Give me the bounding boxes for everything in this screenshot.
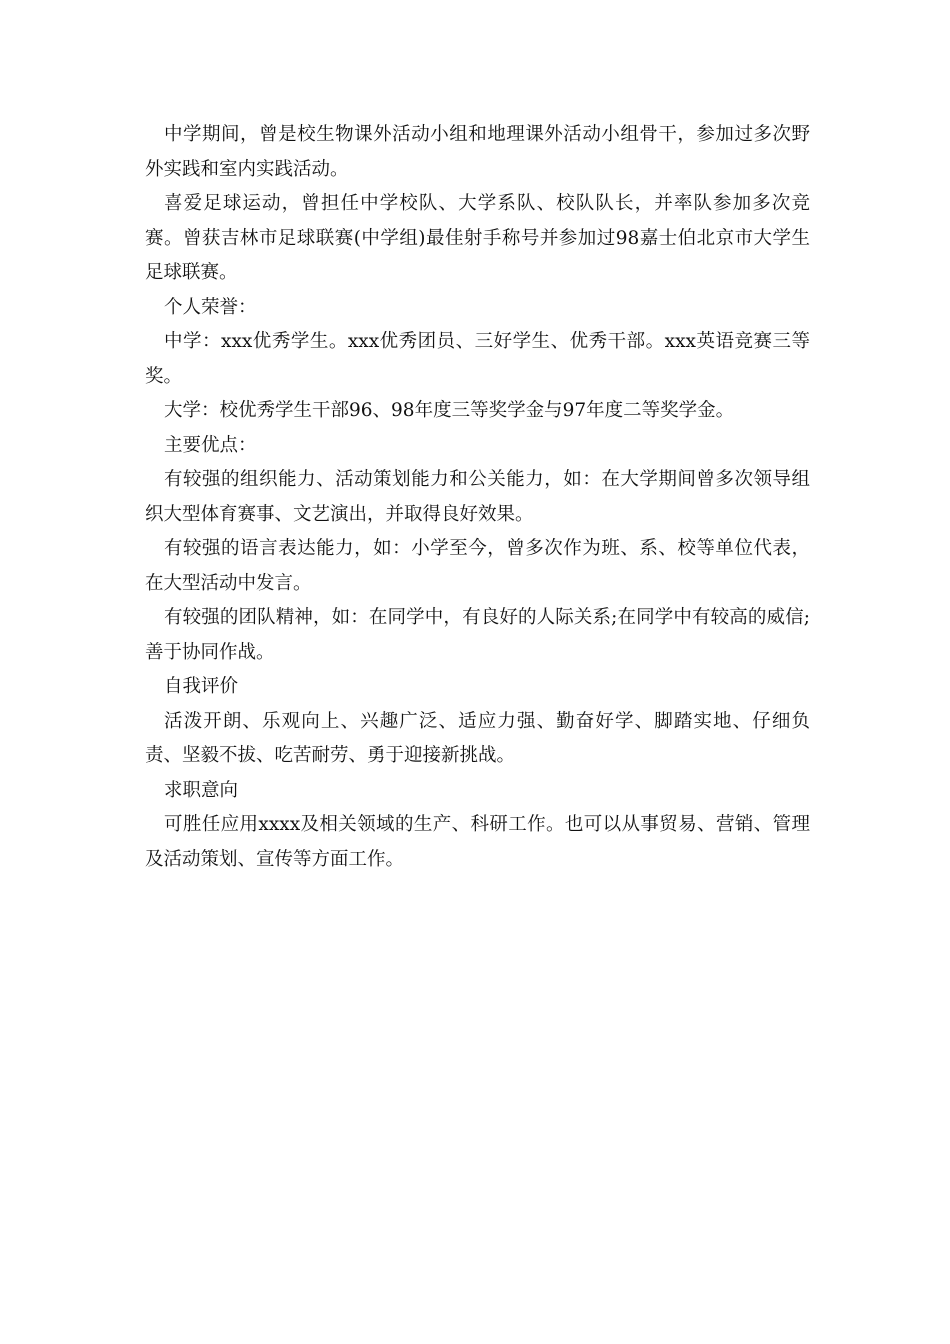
document-body [145,118,810,877]
paragraph-self-evaluation: 活泼开朗、乐观向上、兴趣广泛、适应力强、勤奋好学、脚踏实地、仔细负责、坚毅不拔、吃苦耐劳、勇于迎接新挑战。 [145,710,810,766]
paragraph-organization-ability: 有较强的组织能力、活动策划能力和公关能力，如：在大学期间曾多次领导组织大型体育赛事、文艺演出，并取得良好效果。 [145,469,810,525]
paragraph-football: 喜爱足球运动，曾担任中学校队、大学系队、校队队长，并率队参加多次竞赛。曾获吉林市足球联赛(中学组)最佳射手称号并参加过98嘉士伯北京市大学生足球联赛。 [145,193,810,283]
paragraph-university-honors: 大学：校优秀学生干部96、98年度三等奖学金与97年度二等奖学金。 [164,400,735,421]
paragraph-job-intention: 可胜任应用xxxx及相关领域的生产、科研工作。也可以从事贸易、营销、管理及活动策划、宣传等方面工作。 [145,814,810,870]
paragraph-extracurricular: 中学期间，曾是校生物课外活动小组和地理课外活动小组骨干，参加过多次野外实践和室内实践活动。 [145,124,810,180]
heading-personal-honors: 个人荣誉： [164,296,257,318]
paragraph-middle-school-honors: 中学：xxx优秀学生。xxx优秀团员、三好学生、优秀干部。xxx英语竞赛三等奖。 [145,331,810,387]
paragraph-language-ability: 有较强的语言表达能力，如：小学至今，曾多次作为班、系、校等单位代表，在大型活动中发言。 [145,538,810,594]
heading-main-strengths: 主要优点： [164,434,257,456]
heading-self-evaluation: 自我评价 [164,676,239,697]
heading-job-intention: 求职意向 [164,779,239,801]
paragraph-team-spirit: 有较强的团队精神，如：在同学中，有良好的人际关系;在同学中有较高的威信;善于协同作战。 [145,607,810,663]
